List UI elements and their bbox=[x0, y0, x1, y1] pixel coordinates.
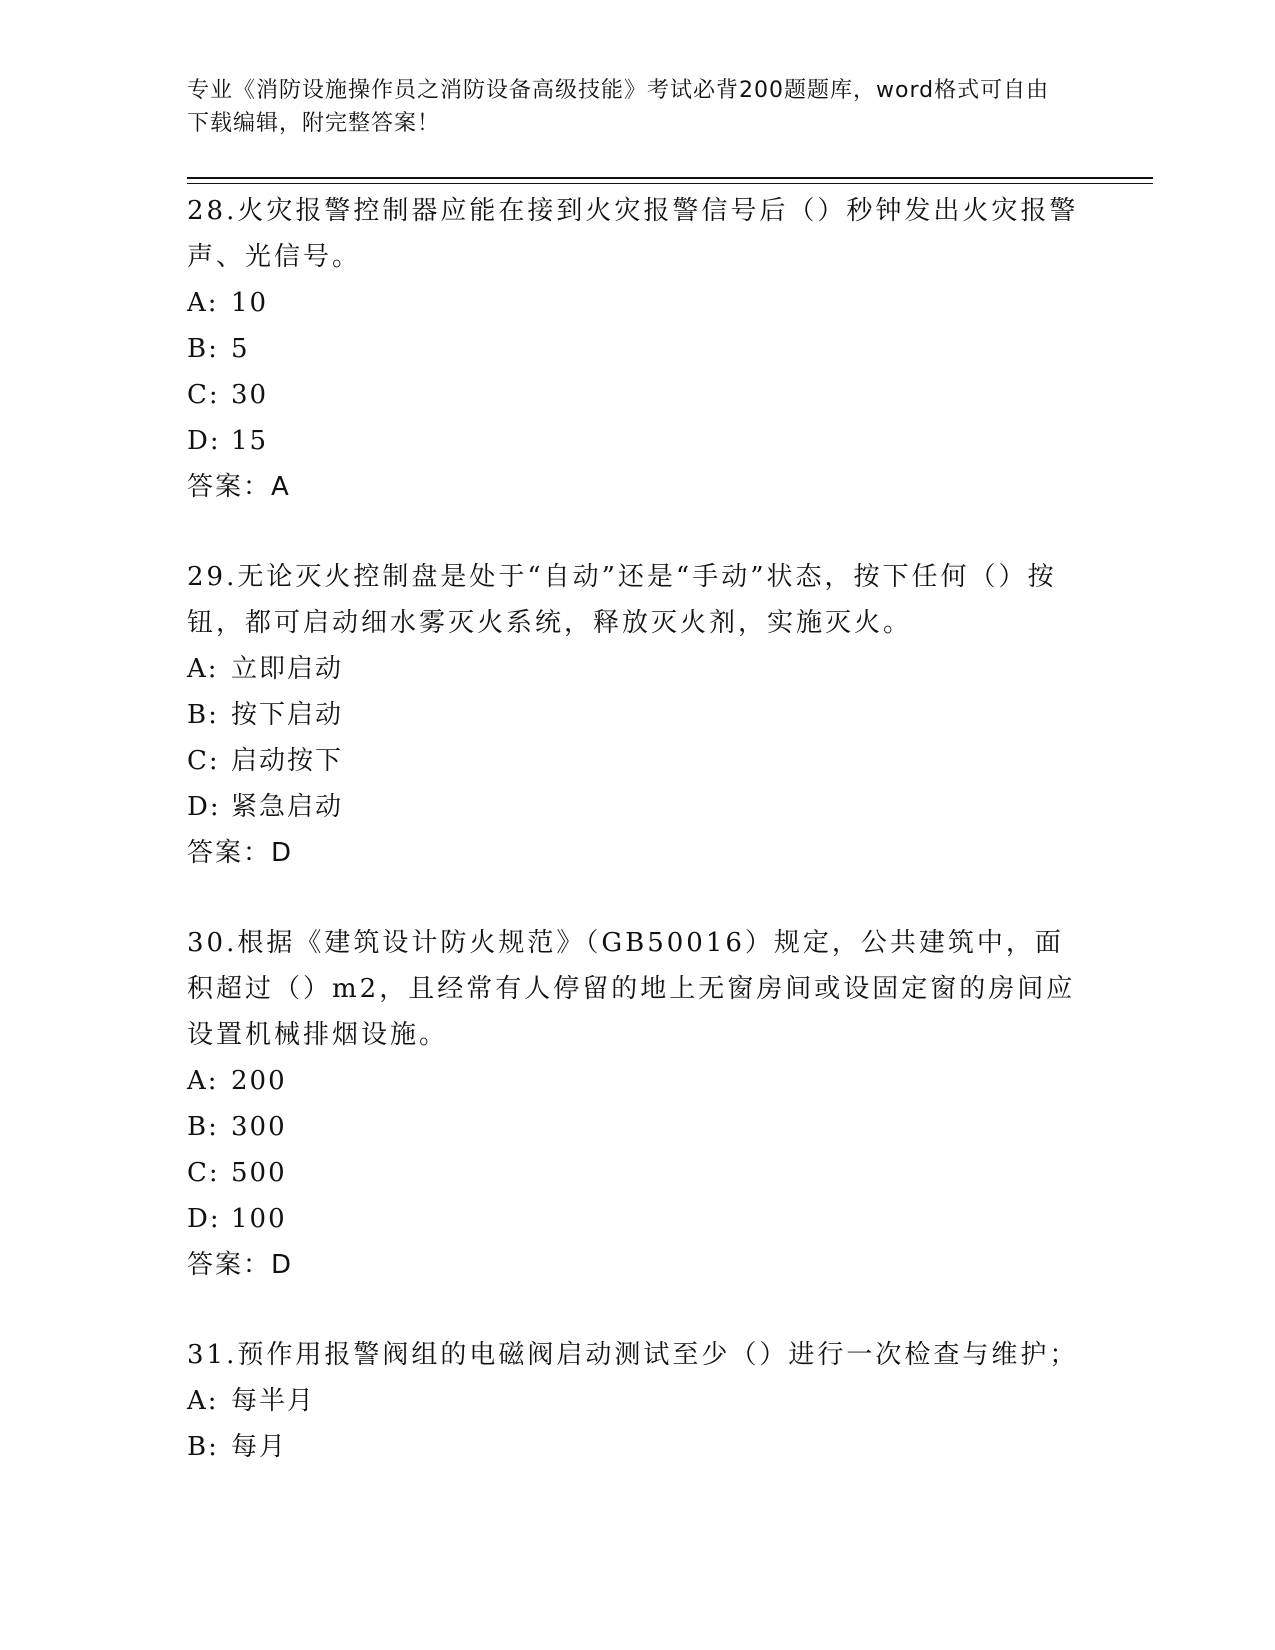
option-b bbox=[187, 692, 1087, 738]
option-key: B: bbox=[187, 700, 219, 730]
option-key: D: bbox=[187, 792, 221, 822]
option-key: B: bbox=[187, 1112, 219, 1142]
option-a bbox=[187, 1378, 1087, 1424]
option-key: A: bbox=[187, 1386, 219, 1416]
header-divider-thin bbox=[187, 183, 1153, 184]
option-value: 每月 bbox=[231, 1432, 288, 1462]
option-d bbox=[187, 418, 1087, 464]
option-b bbox=[187, 1104, 1087, 1150]
option-value: 启动按下 bbox=[231, 746, 344, 776]
option-b bbox=[187, 326, 1087, 372]
option-b bbox=[187, 1424, 1087, 1470]
option-key: A: bbox=[187, 288, 219, 318]
option-value: 每半月 bbox=[231, 1386, 316, 1416]
answer-line: 答案：D bbox=[187, 838, 294, 868]
option-c bbox=[187, 1150, 1087, 1196]
question-31 bbox=[187, 1332, 1087, 1470]
option-value: 500 bbox=[231, 1158, 287, 1188]
option-d bbox=[187, 1196, 1087, 1242]
question-text: 29.无论灭火控制盘是处于“自动”还是“手动”状态，按下任何（）按钮，都可启动细水雾灭火系统，释放灭火剂，实施灭火。 bbox=[187, 562, 1057, 638]
option-key: B: bbox=[187, 334, 219, 364]
option-value: 15 bbox=[231, 426, 269, 456]
option-key: D: bbox=[187, 1204, 221, 1234]
option-value: 按下启动 bbox=[231, 700, 344, 730]
option-key: A: bbox=[187, 654, 219, 684]
question-text: 30.根据《建筑设计防火规范》（GB50016）规定，公共建筑中，面积超过（）m2，且经常有人停留的地上无窗房间或设固定窗的房间应设置机械排烟设施。 bbox=[187, 928, 1076, 1050]
option-a bbox=[187, 280, 1087, 326]
question-29 bbox=[187, 554, 1087, 876]
option-value: 300 bbox=[231, 1112, 287, 1142]
question-text: 28.火灾报警控制器应能在接到火灾报警信号后（）秒钟发出火灾报警声、光信号。 bbox=[187, 196, 1079, 272]
option-value: 10 bbox=[231, 288, 269, 318]
question-28 bbox=[187, 188, 1087, 510]
option-value: 30 bbox=[231, 380, 269, 410]
option-value: 200 bbox=[231, 1066, 287, 1096]
header-divider-thick bbox=[187, 177, 1153, 179]
option-key: C: bbox=[187, 1158, 220, 1188]
option-key: D: bbox=[187, 426, 221, 456]
answer-line: 答案：D bbox=[187, 1250, 294, 1280]
option-key: C: bbox=[187, 380, 220, 410]
option-value: 5 bbox=[231, 334, 250, 364]
option-c bbox=[187, 738, 1087, 784]
option-key: B: bbox=[187, 1432, 219, 1462]
option-key: A: bbox=[187, 1066, 219, 1096]
option-a bbox=[187, 646, 1087, 692]
option-value: 100 bbox=[231, 1204, 287, 1234]
document-header: 专业《消防设施操作员之消防设备高级技能》考试必背200题题库，word格式可自由下载编辑，附完整答案！ bbox=[187, 78, 1050, 136]
option-value: 立即启动 bbox=[231, 654, 344, 684]
question-30 bbox=[187, 920, 1087, 1288]
option-value: 紧急启动 bbox=[231, 792, 344, 822]
question-list bbox=[187, 188, 1087, 1514]
option-c bbox=[187, 372, 1087, 418]
question-text: 31.预作用报警阀组的电磁阀启动测试至少（）进行一次检查与维护； bbox=[187, 1340, 1079, 1370]
option-key: C: bbox=[187, 746, 220, 776]
option-a bbox=[187, 1058, 1087, 1104]
option-d bbox=[187, 784, 1087, 830]
answer-line: 答案：A bbox=[187, 472, 291, 502]
